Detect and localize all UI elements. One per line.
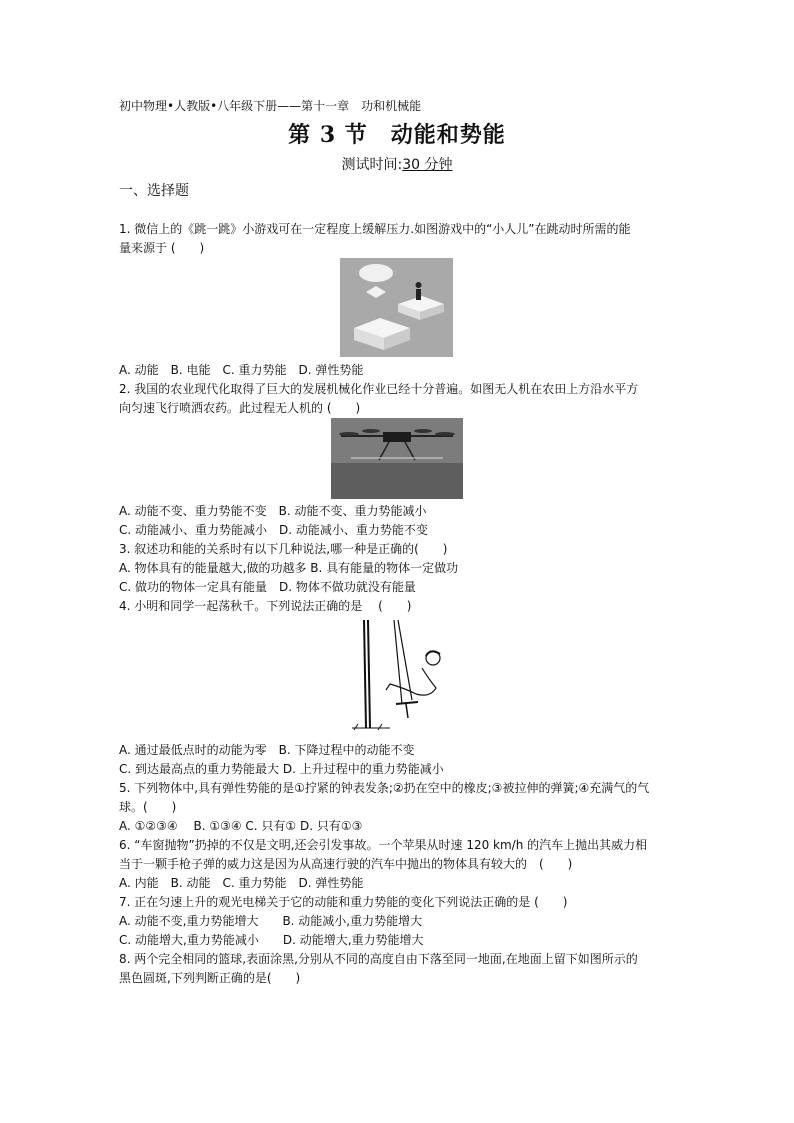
q4-options-cd: C. 到达最高点的重力势能最大 D. 上升过程中的重力势能减小 [119,762,444,776]
q6-options: A. 内能 B. 动能 C. 重力势能 D. 弹性势能 [119,876,364,890]
q2-options-cd: C. 动能减小、重力势能减小 D. 动能减小、重力势能不变 [119,523,428,537]
q8-stem-line2: 黑色圆斑,下列判断正确的是( ) [119,971,301,985]
swing-figure [350,618,450,734]
page-title: 第 3 节 动能和势能 [288,122,506,148]
q3-options-cd: C. 做功的物体一定具有能量 D. 物体不做功就没有能量 [119,580,416,594]
drone-photo [331,418,463,499]
q1-stem-line2: 量来源于 ( ) [119,241,205,255]
q1-stem-line1: 1. 微信上的《跳一跳》小游戏可在一定程度上缓解压力.如图游戏中的“小人儿”在跳动时所需的能 [119,222,631,236]
q2-stem-line1: 2. 我国的农业现代化取得了巨大的发展机械化作业已经十分普遍。如图无人机在农田上方沿水平方 [119,382,639,396]
q5-stem-line2: 球。( ) [119,800,177,814]
q7-stem: 7. 正在匀速上升的观光电梯关于它的动能和重力势能的变化下列说法正确的是 ( ) [119,895,568,909]
q2-options-ab: A. 动能不变、重力势能不变 B. 动能不变、重力势能减小 [119,504,427,518]
chapter-header: 初中物理•人教版•八年级下册——第十一章 功和机械能 [119,99,422,113]
q5-options: A. ①②③④ B. ①③④ C. 只有① D. 只有①③ [119,819,363,833]
q2-stem-line2: 向匀速飞行喷洒农药。此过程无人机的 ( ) [119,401,361,415]
jump-game-figure [340,258,453,357]
q4-options-ab: A. 通过最低点时的动能为零 B. 下降过程中的动能不变 [119,743,415,757]
test-time [0,155,794,175]
q7-options-ab: A. 动能不变,重力势能增大 B. 动能减小,重力势能增大 [119,914,423,928]
q1-options: A. 动能 B. 电能 C. 重力势能 D. 弹性势能 [119,363,364,377]
q6-stem-line1: 6. “车窗抛物”扔掉的不仅是文明,还会引发事故。一个苹果从时速 120 km/h 的汽车上抛出其威力相 [119,838,648,852]
q7-options-cd: C. 动能增大,重力势能减小 D. 动能增大,重力势能增大 [119,933,424,947]
test-time-label: 测试时间: [341,157,403,173]
test-time-value: 30 分钟 [402,157,453,173]
q3-options-ab: A. 物体具有的能量越大,做的功越多 B. 具有能量的物体一定做功 [119,561,459,575]
q4-stem: 4. 小明和同学一起荡秋千。下列说法正确的是 ( ) [119,599,412,613]
section-heading: 一、选择题 [119,183,189,199]
q6-stem-line2: 当于一颗手枪子弹的威力这是因为从高速行驶的汽车中抛出的物体具有较大的 ( ) [119,857,573,871]
q5-stem-line1: 5. 下列物体中,具有弹性势能的是①拧紧的钟表发条;②扔在空中的橡皮;③被拉伸的弹簧;④充满气的气 [119,781,650,795]
q3-stem: 3. 叙述功和能的关系时有以下几种说法,哪一种是正确的( ) [119,542,448,556]
q8-stem-line1: 8. 两个完全相同的篮球,表面涂黑,分别从不同的高度自由下落至同一地面,在地面上留下如图所示的 [119,952,638,966]
